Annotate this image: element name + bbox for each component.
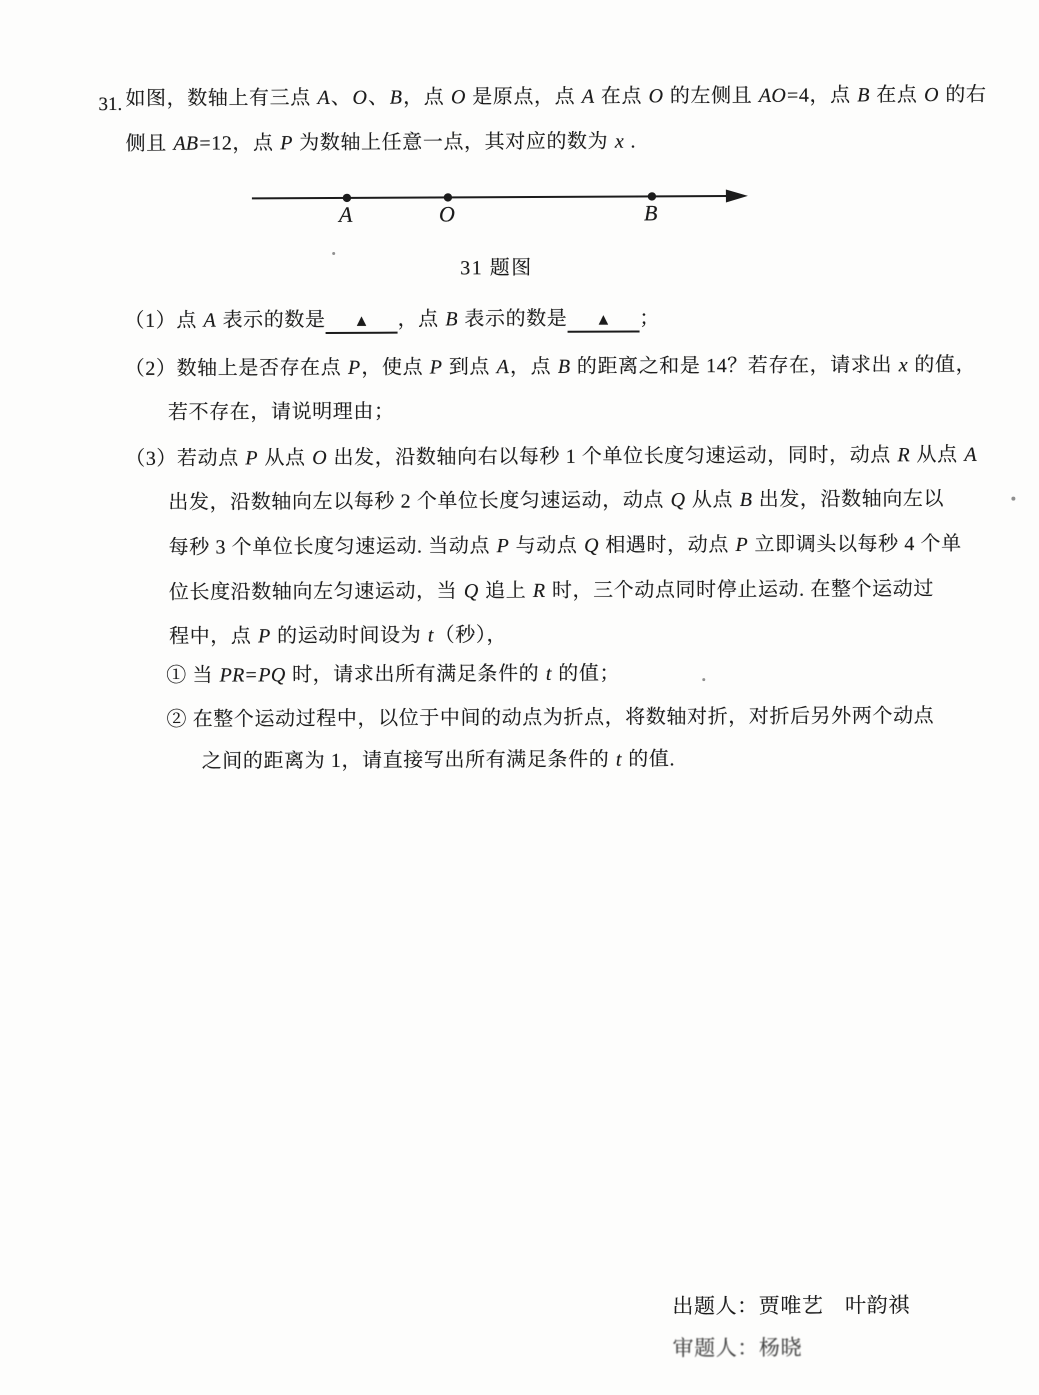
point-dot-A	[343, 194, 351, 202]
point-label-B: B	[643, 200, 658, 226]
point-label-O: O	[438, 201, 455, 227]
answer-placeholder-triangle: ▲	[353, 312, 370, 330]
point-label-A: A	[338, 201, 353, 227]
part-3-line-1: （3）若动点 P 从点 O 出发，沿数轴向右以每秒 1 个单位长度匀速运动，同时，动点 R 从点 A	[125, 443, 977, 470]
scan-speck	[702, 678, 705, 681]
axis-arrowhead-icon	[726, 189, 748, 202]
scan-speck	[332, 252, 335, 255]
question-intro-line-1: 如图，数轴上有三点 A、O、B，点 O 是原点，点 A 在点 O 的左侧且 AO=4，点 B 在点 O 的右	[125, 83, 987, 110]
part-2-line-2: 若不存在，请说明理由；	[167, 400, 395, 424]
point-dot-O	[444, 193, 452, 201]
part-3-line-5: 程中，点 P 的运动时间设为 t（秒），	[169, 624, 508, 648]
part-3-line-2: 出发，沿数轴向左以每秒 2 个单位长度匀速运动，动点 Q 从点 B 出发，沿数轴向左以	[168, 487, 945, 514]
part-3-line-4: 位长度沿数轴向左匀速运动，当 Q 追上 R 时，三个动点同时停止运动. 在整个运动过	[168, 578, 934, 604]
answer-blank-1	[325, 308, 397, 334]
part-1-prefix: （1）点 A 表示的数是	[124, 308, 326, 332]
number-line-diagram	[249, 183, 759, 215]
part-3-sub-2-line-1: ② 在整个运动过程中，以位于中间的动点为折点，将数轴对折，对折后另外两个动点	[166, 705, 935, 731]
part-3-sub-1: ① 当 PR=PQ 时，请求出所有满足条件的 t 的值；	[166, 662, 621, 687]
question-number: 31.	[98, 93, 123, 116]
question-intro-line-2: 侧且 AB=12，点 P 为数轴上任意一点，其对应的数为 x .	[125, 130, 637, 155]
diagram-caption: 31 题图	[460, 256, 533, 280]
question-author-line: 出题人：贾唯艺 叶韵祺	[672, 1293, 911, 1319]
part-3-sub-2-line-2: 之间的距离为 1，请直接写出所有满足条件的 t 的值.	[201, 748, 676, 773]
answer-placeholder-triangle: ▲	[595, 311, 612, 329]
point-dot-B	[648, 192, 656, 200]
part-1-suffix: ；	[639, 307, 661, 330]
scan-speck	[1011, 497, 1015, 501]
answer-blank-2	[567, 306, 639, 332]
part-3-line-3: 每秒 3 个单位长度匀速运动. 当动点 P 与动点 Q 相遇时，动点 P 立即调头以每秒 4 个单	[168, 532, 962, 559]
part-2-line-1: （2）数轴上是否存在点 P，使点 P 到点 A，点 B 的距离之和是 14？若存在，请求出 x 的值，	[124, 353, 977, 380]
part-1-mid: ，点 B 表示的数是	[397, 307, 568, 331]
number-line-axis	[252, 196, 729, 198]
part-1-line	[124, 305, 660, 335]
question-reviewer-line: 审题人：杨晓	[672, 1335, 803, 1361]
